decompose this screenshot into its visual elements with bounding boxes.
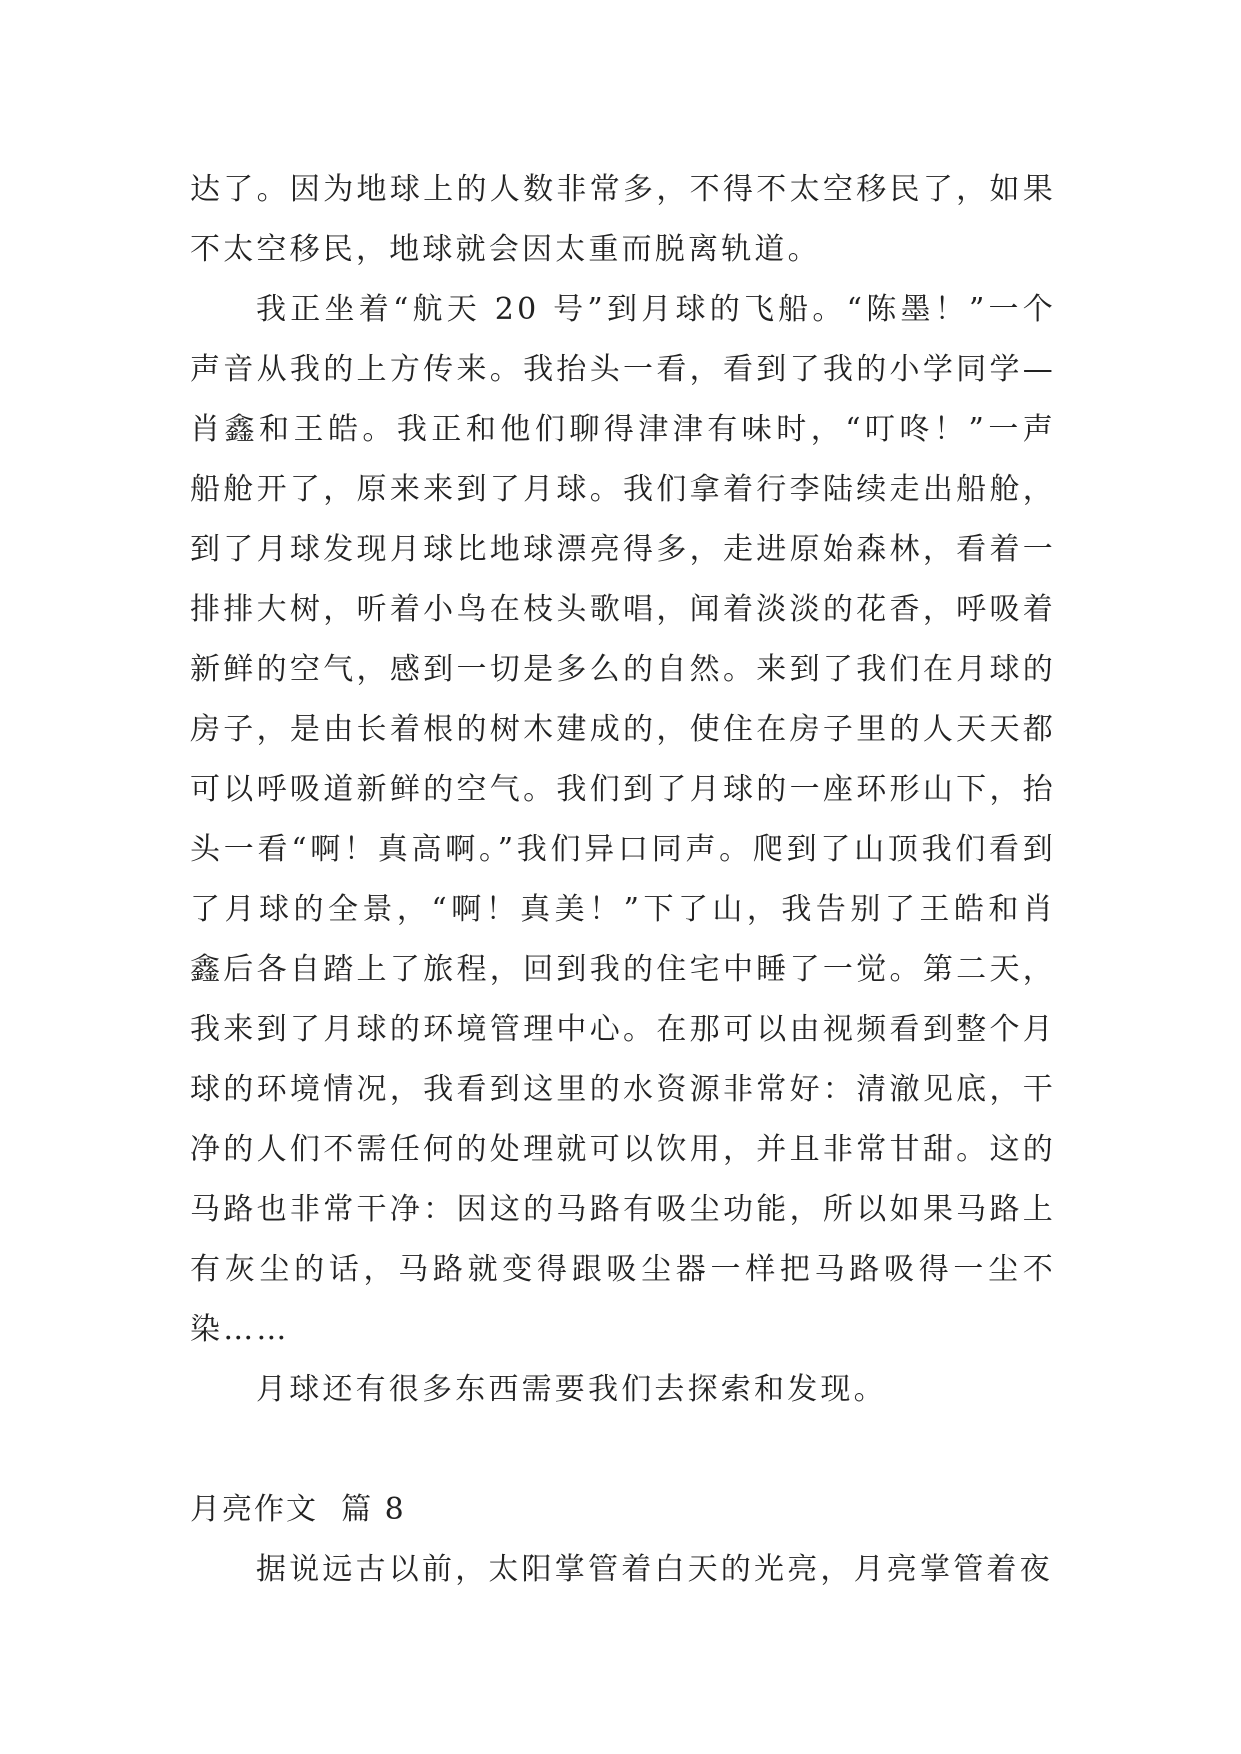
paragraph-continuation: 达了。因为地球上的人数非常多，不得不太空移民了，如果不太空移民，地球就会因太重而脱离轨道。 <box>190 172 1056 267</box>
paragraph-moon-trip: 我正坐着“航天 20 号”到月球的飞船。“陈墨！”一个声音从我的上方传来。我抬头一看，看到了我的小学同学—肖鑫和王皓。我正和他们聊得津津有味时，“叮咚！”一声船舱开了，原来来到了月球。我们拿着行李陆续走出船舱，到了月球发现月球比地球漂亮得多，走进原始森林，看着一排排大树，听着小鸟在枝头歌唱，闻着淡淡的花香，呼吸着新鲜的空气，感到一切是多么的自然。来到了我们在月球的房子，是由长着根的树木建成的，使住在房子里的人天天都可以呼吸道新鲜的空气。我们到了月球的一座环形山下，抬头一看“啊！真高啊。”我们异口同声。爬到了山顶我们看到了月球的全景，“啊！真美！”下了山，我告别了王皓和肖鑫后各自踏上了旅程，回到我的住宅中睡了一觉。第二天，我来到了月球的环境管理中心。在那可以由视频看到整个月球的环境情况，我看到这里的水资源非常好：清澈见底，干净的人们不需任何的处理就可以饮用，并且非常甘甜。这的马路也非常干净：因这的马路有吸尘功能，所以如果马路上有灰尘的话，马路就变得跟吸尘器一样把马路吸得一尘不染…… <box>190 292 1056 1347</box>
section-spacer <box>190 1420 1056 1480</box>
section-title: 月亮作文 篇 8 <box>190 1492 406 1527</box>
paragraph-legend: 据说远古以前，太阳掌管着白天的光亮，月亮掌管着夜 <box>256 1552 1053 1587</box>
document-body <box>190 160 1056 1600</box>
paragraph-conclusion: 月球还有很多东西需要我们去探索和发现。 <box>256 1372 887 1407</box>
